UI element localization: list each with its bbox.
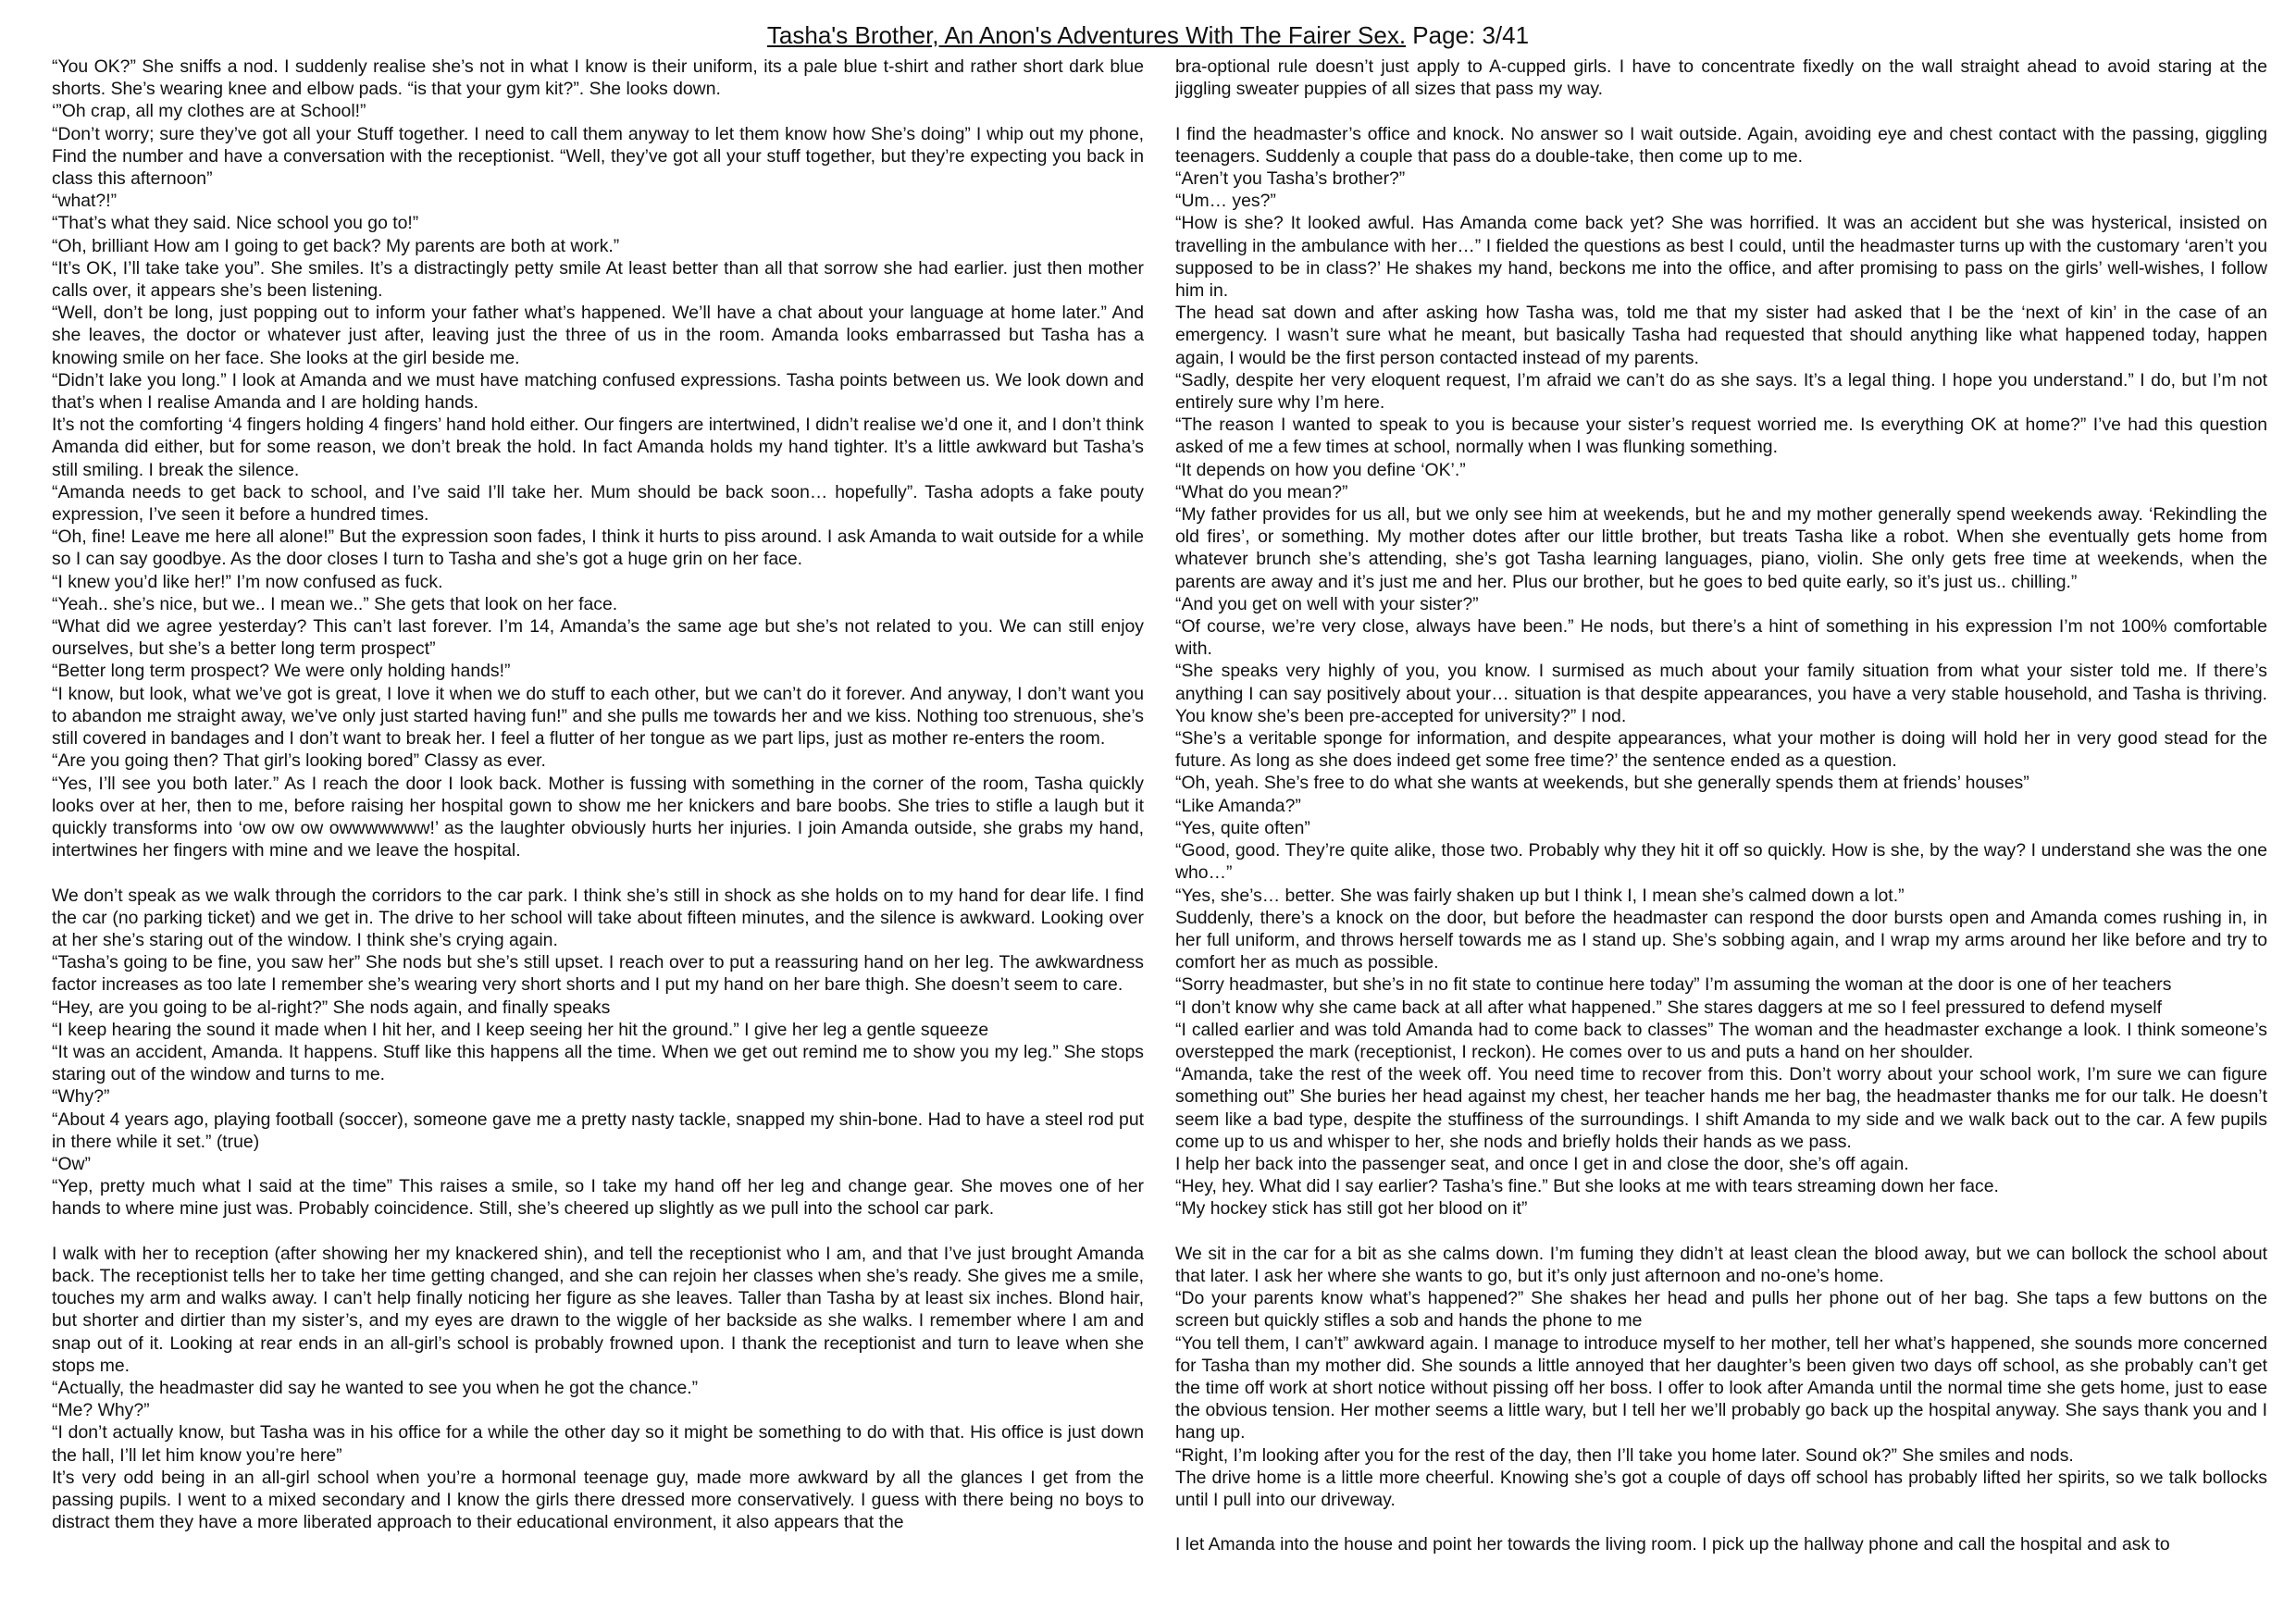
paragraph: “Tasha’s going to be fine, you saw her” She nods but she’s still upset. I reach over to put a reassuring hand on her leg. The awkwardness factor increases as too late I remember she’s wearing very short shorts and I put my hand on her bare thigh. She doesn’t seem to care. — [52, 952, 1144, 996]
paragraph: “And you get on well with your sister?” — [1175, 593, 1479, 614]
paragraph: “You tell them, I can’t” awkward again. I manage to introduce myself to her mother, tell her what’s happened, she sounds more concerned for Tasha than my mother did. She sounds a little annoyed that her daughter’s been given two days off school, as she probably can’t get the time off work at short notice without pissing off her boss. I offer to look after Amanda until the normal time she gets home, just to ease the obvious tension. Her mother seems a little wary, but I tell her we’ll probably go back up the hospital anyway. She says thank you and I hang up. — [1175, 1332, 2267, 1443]
paragraph: “Do your parents know what’s happened?” She shakes her head and pulls her phone out of her bag. She taps a few buttons on the screen but quickly stifles a sob and hands the phone to me — [1175, 1288, 2267, 1332]
paragraph: It’s very odd being in an all-girl school when you’re a hormonal teenage guy, made more awkward by all the glances I get from the passing pupils. I went to a mixed secondary and I know the girls there dressed more conservatively. I guess with there being no boys to distract them they have a more liberated approach to their educational environment, it also appears that the — [52, 1467, 1144, 1533]
paragraph: “I know, but look, what we’ve got is great, I love it when we do stuff to each other, but we can’t do it forever. And anyway, I don’t want you to abandon me straight away, we’ve only just started having fun!” and she pulls me towards her and we kiss. Nothing too strenuous, she’s still covered in bandages and I don’t want to break her. I feel a flutter of her tongue as we part lips, just as mother re-enters the room. — [52, 683, 1144, 750]
paragraph: “I don’t actually know, but Tasha was in his office for a while the other day so it might be something to do with that. His office is just down the hall, I’ll let him know you’re here” — [52, 1422, 1144, 1466]
paragraph: I walk with her to reception (after showing her my knackered shin), and tell the receptionist who I am, and that I’ve just brought Amanda back. The receptionist tells her to take her time getting changed, and she can rejoin her classes when she’s ready. She gives me a smile, touches my arm and walks away. I can’t help finally noticing her figure as she leaves. Taller than Tasha by at least six inches. Blond hair, but shorter and dirtier than my sister’s, and my eyes are drawn to the wiggle of her backside as she walks. I remember where I am and snap out of it. Looking at rear ends in an all-girl’s school is probably frowned upon. I thank the receptionist and turn to leave when she stops me. — [52, 1243, 1144, 1376]
paragraph: “About 4 years ago, playing football (soccer), someone gave me a pretty nasty tackle, snapped my shin-bone. Had to have a steel rod put in there while it set.” (true) — [52, 1109, 1144, 1152]
paragraph: “Yes, quite often” — [1175, 817, 1310, 838]
paragraph: “Yes, I’ll see you both later.” As I reach the door I look back. Mother is fussing with something in the corner of the room, Tasha quickly looks over at her, then to me, before raising her hospital gown to show me her knickers and bare boobs. She tries to stifle a laugh but it quickly transforms into ‘ow ow ow owwwwwww!’ as the laughter obviously hurts her injuries. I join Amanda outside, she grabs my hand, intertwines her fingers with mine and we leave the hospital. — [52, 773, 1144, 861]
paragraph: “Right, I’m looking after you for the rest of the day, then I’ll take you home later. Sound ok?” She smiles and nods. — [1175, 1444, 2074, 1466]
paragraph: “Hey, hey. What did I say earlier? Tasha’s fine.” But she looks at me with tears streaming down her face. — [1175, 1176, 1999, 1197]
paragraph: “Sadly, despite her very eloquent request, I’m afraid we can’t do as she says. It’s a legal thing. I hope you understand.” I do, but I’m not entirely sure why I’m here. — [1175, 369, 2267, 414]
paragraph — [1175, 1220, 2267, 1243]
document-title: Tasha's Brother, An Anon's Adventures With The Fairer Sex. — [766, 21, 1407, 49]
paragraph: The drive home is a little more cheerful. Knowing she’s got a couple of days off school has probably lifted her spirits, so we talk bollocks until I pull into our driveway. — [1175, 1467, 2267, 1510]
right-text-column — [1175, 56, 2267, 1610]
paragraph: “Are you going then? That girl’s looking bored” Classy as ever. — [52, 750, 546, 772]
paragraph: “Why?” — [52, 1086, 110, 1108]
paragraph: “Oh, fine! Leave me here all alone!” But the expression soon fades, I think it hurts to piss around. I ask Amanda to wait outside for a while so I can say goodbye. As the door closes I turn to Tasha and she’s got a huge grin on her face. — [52, 527, 1144, 570]
paragraph: “what?!” — [52, 191, 118, 212]
paragraph: “Didn’t lake you long.” I look at Amanda and we must have matching confused expressions. Tasha points between us. We look down and that’s when I realise Amanda and I are holding hands. — [52, 369, 1144, 414]
paragraph: bra-optional rule doesn’t just apply to A-cupped girls. I have to concentrate fixedly on the wall straight ahead to avoid staring at the jiggling sweater puppies of all sizes that pass my way. — [1175, 56, 2267, 100]
paragraph: “I don’t know why she came back at all after what happened.” She stares daggers at me so I feel pressured to defend myself — [1175, 997, 2162, 1018]
paragraph: ‘”Oh crap, all my clothes are at School!” — [52, 101, 366, 122]
paragraph: “It was an accident, Amanda. It happens. Stuff like this happens all the time. When we get out remind me to show you my leg.” She stops staring out of the window and turns to me. — [52, 1041, 1144, 1085]
paragraph: We don’t speak as we walk through the corridors to the car park. I think she’s still in shock as she holds on to my hand for dear life. I find the car (no parking ticket) and we get in. The drive to her school will take about fifteen minutes, and the silence is awkward. Looking over at her she’s staring out of the window. I think she’s crying again. — [52, 885, 1144, 950]
paragraph: “That’s what they said. Nice school you go to!” — [52, 213, 419, 234]
paragraph: “The reason I wanted to speak to you is because your sister’s request worried me. Is everything OK at home?” I’ve had this question asked of me a few times at school, normally when I was flunking something. — [1175, 415, 2267, 458]
paragraph — [1175, 100, 2267, 122]
paragraph: “Yeah.. she’s nice, but we.. I mean we..” She gets that look on her face. — [52, 593, 618, 614]
paragraph: “What do you mean?” — [1175, 481, 1348, 502]
paragraph: “I called earlier and was told Amanda had to come back to classes” The woman and the headmaster exchange a look. I think someone’s overstepped the mark (receptionist, I reckon). He comes over to us and puts a hand on her shoulder. — [1175, 1019, 2267, 1062]
paragraph: “Amanda needs to get back to school, and I’ve said I’ll take her. Mum should be back soon… hopefully”. Tasha adopts a fake pouty expression, I’ve seen it before a hundred times. — [52, 481, 1144, 526]
paragraph: “Um… yes?” — [1175, 191, 1276, 212]
paragraph: “Of course, we’re very close, always have been.” He nods, but there’s a hint of something in his expression I’m not 100% comfortable with. — [1175, 616, 2267, 660]
paragraph: We sit in the car for a bit as she calms down. I’m fuming they didn’t at least clean the blood away, but we can bollock the school about that later. I ask her where she wants to go, but it’s only just afternoon and no-one’s home. — [1175, 1243, 2267, 1286]
paragraph: “Well, don’t be long, just popping out to inform your father what’s happened. We’ll have a chat about your language at home later.” And she leaves, the doctor or whatever just after, leaving just the three of us in the room. Amanda looks embarrassed but Tasha has a knowing smile on her face. She looks at the girl beside me. — [52, 303, 1144, 368]
paragraph: “Good, good. They’re quite alike, those two. Probably why they hit it off so quickly. How is she, by the way? I understand she was the one who…” — [1175, 840, 2267, 884]
paragraph: Suddenly, there’s a knock on the door, but before the headmaster can respond the door bursts open and Amanda comes rushing in, in her full uniform, and throws herself towards me as I stand up. She’s sobbing again, and I wrap my arms around her like before and try to comfort her as much as possible. — [1175, 907, 2267, 973]
page-header — [0, 20, 2296, 50]
paragraph: “Like Amanda?” — [1175, 795, 1301, 816]
paragraph: “Hey, are you going to be al-right?” She nods again, and finally speaks — [52, 997, 611, 1018]
paragraph: “How is she? It looked awful. Has Amanda come back yet? She was horrified. It was an accident but she was hysterical, insisted on travelling in the ambulance with her…” I fielded the questions as best I could, until the headmaster turns up with the customary ‘aren’t you supposed to be in class?’ He shakes my hand, beckons me into the office, and after promising to pass on the girls’ well-wishes, I follow him in. — [1175, 213, 2267, 302]
paragraph: “Aren’t you Tasha’s brother?” — [1175, 168, 1406, 189]
paragraph: “My father provides for us all, but we only see him at weekends, but he and my mother generally spend weekends away. ‘Rekindling the old fires’, or something. My mother dotes after our little brother, but treats Tasha like a robot. When she eventually gets home from whatever brunch she’s attending, she’s got Tasha learning languages, piano, violin. She only gets free time at weekends, when the parents are away and it’s just me and her. Plus our brother, but he goes to bed quite early, so it’s just us.. chilling.” — [1175, 504, 2267, 592]
page-number: Page: 3/41 — [1412, 21, 1530, 49]
paragraph: “It depends on how you define ‘OK’.” — [1175, 459, 1466, 480]
paragraph — [1175, 1511, 2267, 1533]
paragraph: “Actually, the headmaster did say he wanted to see you when he got the chance.” — [52, 1377, 699, 1398]
paragraph: “Ow” — [52, 1153, 92, 1174]
paragraph: “Oh, yeah. She’s free to do what she wants at weekends, but she generally spends them at friends’ houses” — [1175, 773, 2029, 794]
paragraph: “Sorry headmaster, but she’s in no fit state to continue here today” I’m assuming the woman at the door is one of her teachers — [1175, 974, 2172, 996]
paragraph: The head sat down and after asking how Tasha was, told me that my sister had asked that I be the ‘next of kin’ in the case of an emergency. I wasn’t sure what he meant, but basically Tasha had requested that should anything like what happened today, happen again, I would be the first person contacted instead of my parents. — [1175, 303, 2267, 368]
paragraph: “She’s a veritable sponge for information, and despite appearances, what your mother is doing will hold her in very good stead for the future. As long as she does indeed get some free time?’ the sentence ended as a question. — [1175, 728, 2267, 772]
paragraph: “My hockey stick has still got her blood on it” — [1175, 1198, 1528, 1220]
paragraph: “What did we agree yesterday? This can’t last forever. I’m 14, Amanda’s the same age but she’s not related to you. We can still enjoy ourselves, but she’s a better long term prospect” — [52, 616, 1144, 660]
paragraph: “Amanda, take the rest of the week off. You need time to recover from this. Don’t worry about your school work, I’m sure we can figure something out” She buries her head against my chest, her teacher hands me her bag, the headmaster thanks me for our talk. He doesn’t seem like a bad type, despite the stuffiness of the surroundings. I shift Amanda to my side and we walk back out to the car. A few pupils come up to us and whisper to her, she nods and briefly holds their hands as we pass. — [1175, 1064, 2267, 1152]
paragraph: “Yes, she’s… better. She was fairly shaken up but I think I, I mean she’s calmed down a lot.” — [1175, 885, 1905, 906]
paragraph: I let Amanda into the house and point her towards the living room. I pick up the hallway phone and call the hospital and ask to — [1175, 1534, 2170, 1555]
paragraph: “Oh, brilliant How am I going to get back? My parents are both at work.” — [52, 235, 620, 256]
paragraph: “I keep hearing the sound it made when I hit her, and I keep seeing her hit the ground.” I give her leg a gentle squeeze — [52, 1019, 989, 1040]
paragraph: “It’s OK, I’ll take take you”. She smiles. It’s a distractingly petty smile At least better than all that sorrow she had earlier. just then mother calls over, it appears she’s been listening. — [52, 257, 1144, 302]
paragraph: “Better long term prospect? We were only holding hands!” — [52, 661, 511, 682]
paragraph: I help her back into the passenger seat, and once I get in and close the door, she’s off again. — [1175, 1153, 1909, 1174]
paragraph: “Yep, pretty much what I said at the time” This raises a smile, so I take my hand off her leg and change gear. She moves one of her hands to where mine just was. Probably coincidence. Still, she’s cheered up slightly as we pull into the school car park. — [52, 1176, 1144, 1220]
paragraph: “Me? Why?” — [52, 1400, 150, 1421]
paragraph: “You OK?” She sniffs a nod. I suddenly realise she’s not in what I know is their uniform, its a pale blue t-shirt and rather short dark blue shorts. She’s wearing knee and elbow pads. “is that your gym kit?”. She looks down. — [52, 56, 1144, 100]
paragraph — [52, 1220, 1144, 1243]
left-text-column — [52, 56, 1144, 1610]
paragraph: I find the headmaster’s office and knock. No answer so I wait outside. Again, avoiding eye and chest contact with the passing, giggling teenagers. Suddenly a couple that pass do a double-take, then come up to me. — [1175, 123, 2267, 167]
paragraph: “She speaks very highly of you, you know. I surmised as much about your family situation from what your sister told me. If there’s anything I can say positively about your… situation is that despite appearances, you have a very stable household, and Tasha is thriving. You know she’s been pre-accepted for university?” I nod. — [1175, 661, 2267, 726]
paragraph — [52, 861, 1144, 884]
paragraph: It’s not the comforting ‘4 fingers holding 4 fingers’ hand hold either. Our fingers are intertwined, I didn’t realise we’d one it, and I don’t think Amanda did either, but for some reason, we don’t break the hold. In fact Amanda holds my hand tighter. It’s a little awkward but Tasha’s still smiling. I break the silence. — [52, 415, 1144, 480]
paragraph: “I knew you’d like her!” I’m now confused as fuck. — [52, 571, 443, 592]
paragraph: “Don’t worry; sure they’ve got all your Stuff together. I need to call them anyway to let them know how She’s doing” I whip out my phone, Find the number and have a conversation with the receptionist. “Well, they’ve got all your stuff together, but they’re expecting you back in class this afternoon” — [52, 123, 1144, 190]
